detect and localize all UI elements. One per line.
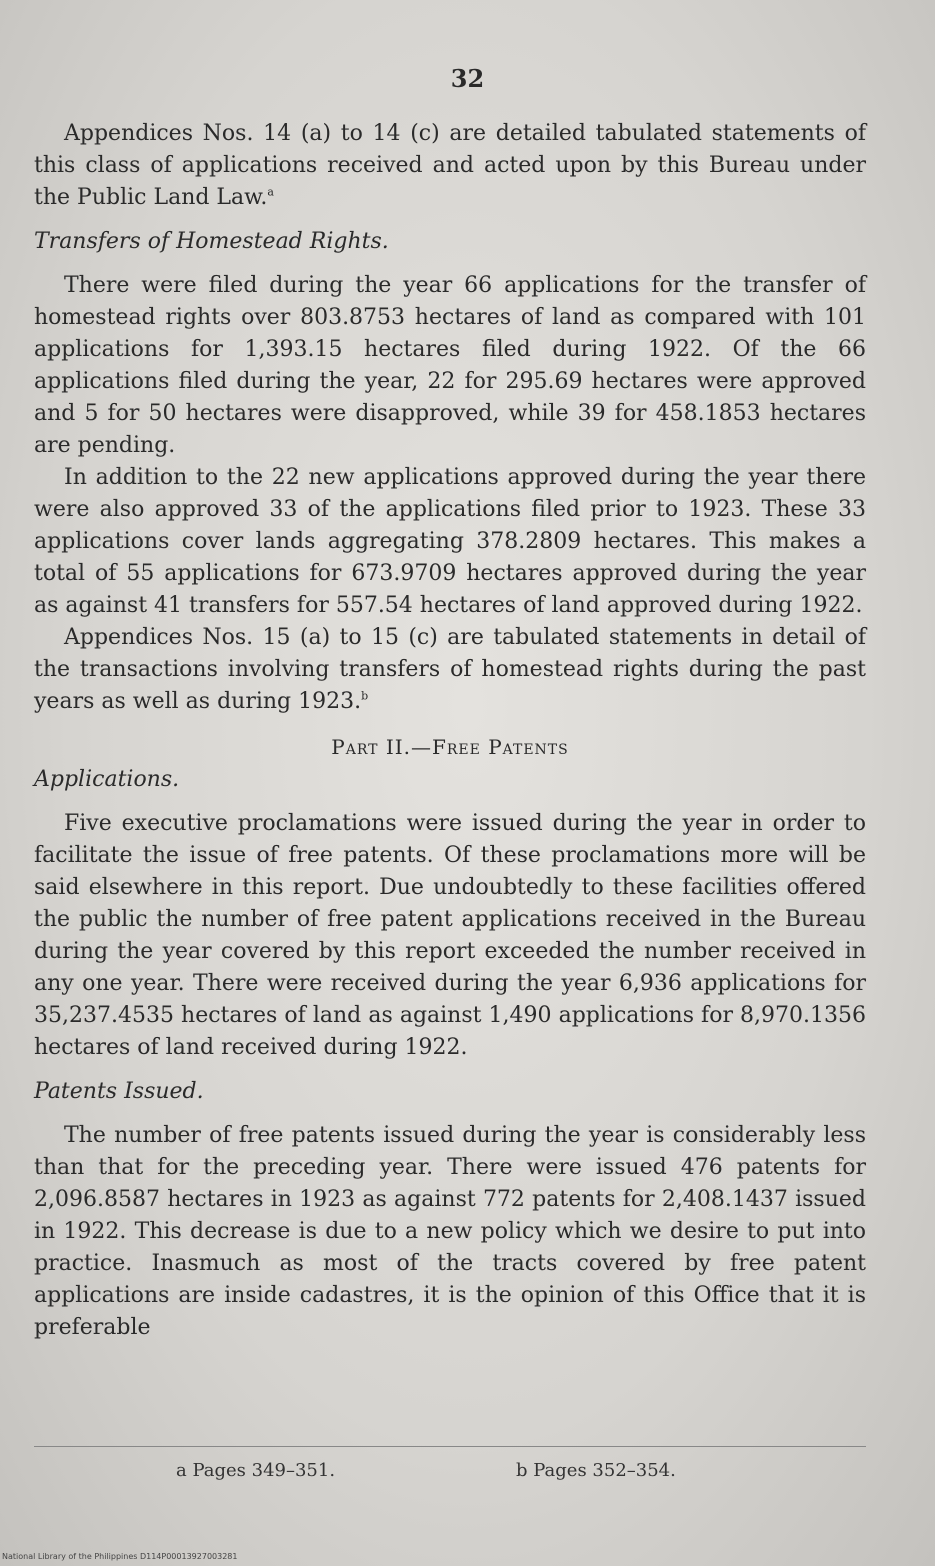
footnote-a: a Pages 349–351. [176, 1460, 336, 1481]
footnote-b: b Pages 352–354. [516, 1460, 676, 1481]
heading-patents-issued: Patents Issued. [34, 1079, 204, 1104]
part-heading: Part II.—Free Patents [331, 735, 569, 759]
heading-applications: Applications. [34, 767, 180, 792]
page-number: 32 [450, 64, 485, 93]
heading-transfers: Transfers of Homestead Rights. [34, 229, 389, 254]
paragraph-appendices-15: Appendices Nos. 15 (a) to 15 (c) are tabulated statements in detail of the transactions involving transfers of homestead rights during the past years as well as during 1923.$^b$ [34, 625, 866, 714]
scan-footer: National Library of the Philippines D114P00013927003281 [2, 1552, 238, 1561]
paragraph-transfers-filed: There were filed during the year 66 applications for the transfer of homestead rights over 803.8753 hectares of land as compared with 101 applications for 1,393.15 hectares filed during 1922. Of the 66 applications filed during the year, 22 for 295.69 hectares were approved and 5 for 50 hectares were disapproved, while 39 for 458.1853 hectares are pending. [34, 273, 866, 458]
footnote-divider [34, 1446, 866, 1447]
paragraph-transfers-approved: In addition to the 22 new applications approved during the year there were also approved 33 of the applications filed prior to 1923. These 33 applications cover lands aggregating 378.2809 hectares. This makes a total of 55 applications for 673.9709 hectares approved during the year as against 41 transfers for 557.54 hectares of land approved during 1922. [34, 465, 866, 618]
paragraph-appendices-14: Appendices Nos. 14 (a) to 14 (c) are detailed tabulated statements of this class of applications received and acted upon by this Bureau under the Public Land Law.$^a$ [34, 121, 866, 210]
footnote-ref-a: a [267, 185, 274, 199]
page-body [34, 118, 866, 1344]
paragraph-patents-issued: The number of free patents issued during the year is considerably less than that for the preceding year. There were issued 476 patents for 2,096.8587 hectares in 1923 as against 772 patents for 2,408.1437 issued in 1922. This decrease is due to a new policy which we desire to put into practice. Inasmuch as most of the tracts covered by free patent applications are inside cadastres, it is the opinion of this Office that it is preferable [34, 1123, 866, 1340]
paragraph-applications: Five executive proclamations were issued during the year in order to facilitate the issue of free patents. Of these proclamations more will be said elsewhere in this report. Due undoubtedly to these facilities offered the public the number of free patent applications received in the Bureau during the year covered by this report exceeded the number received in any one year. There were received during the year 6,936 applications for 35,237.4535 hectares of land as against 1,490 applications for 8,970.1356 hectares of land received during 1922. [34, 811, 866, 1060]
footnote-ref-b: b [361, 689, 369, 703]
